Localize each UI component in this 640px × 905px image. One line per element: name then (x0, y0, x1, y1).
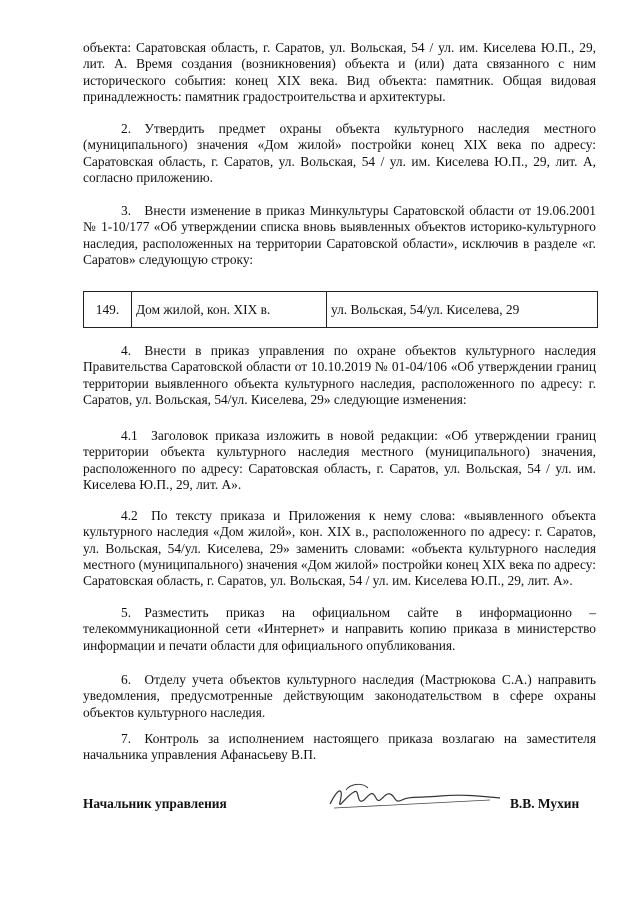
table-cell-number: 149. (84, 292, 132, 327)
table-cell-address: ул. Вольская, 54/ул. Киселева, 29 (331, 302, 520, 317)
paragraph-item-7: 7. Контроль за исполнением настоящего приказа возлагаю на заместителя начальника управления Афанасьеву В.П. (83, 731, 596, 763)
handwritten-signature (310, 778, 510, 818)
paragraph-item-4: 4. Внести в приказ управления по охране объектов культурного наследия Правительства Саратовской области от 10.10.2019 № 01-04/106 «Об утверждении границ территории выявленного объекта культурного наследия, расположенного по адресу: г. Саратов, ул. Вольская, 54/ул. Киселева, 29» следующие изменения: (83, 343, 596, 407)
paragraph-item-2: 2. Утвердить предмет охраны объекта культурного наследия местного (муниципального) значения «Дом жилой» постройки конец XIX века по адресу: Саратовская область, г. Саратов, ул. Вольская, 54 / ул. им. Киселева Ю.П., 29, лит. А, согласно приложению. (83, 121, 596, 185)
paragraph-item-4-1: 4.1 Заголовок приказа изложить в новой редакции: «Об утверждении границ территории объекта культурного наследия местного (муниципального) значения, расположенного по адресу: Саратовская область, г. Саратов, ул. Вольская, 54 / ул. им. Киселева Ю.П., 29, лит. А». (83, 428, 596, 492)
excluded-object-table (83, 291, 598, 328)
paragraph-item-4-2: 4.2 По тексту приказа и Приложения к нему слова: «выявленного объекта культурного наследия «Дом жилой», кон. XIX в., расположенного по адресу: г. Саратов, ул. Вольская, 54/ул. Киселева, 29» заменить словами: «объекта культурного наследия местного (муниципального) значения «Дом жилой» постройки конец XIX века по адресу: Саратовская область, г. Саратов, ул. Вольская, 54 / ул. им. Киселева Ю.П., 29, лит. А». (83, 508, 596, 589)
signatory-title: Начальник управления (83, 796, 227, 811)
paragraph-item-3: 3. Внести изменение в приказ Минкультуры Саратовской области от 19.06.2001 № 1-10/177 «Об утверждении списка вновь выявленных объектов историко-культурного наследия, расположенных на территории Саратовской области», исключив в разделе «г. Саратов» следующую строку: (83, 203, 596, 267)
paragraph-object-description: объекта: Саратовская область, г. Саратов, ул. Вольская, 54 / ул. им. Киселева Ю.П., 29, лит. А. Время создания (возникновения) объекта и (или) дата связанного с ним исторического события: конец XIX века. Вид объекта: памятник. Общая видовая принадлежность: памятник градостроительства и архитектуры. (83, 40, 596, 104)
table-cell-name: Дом жилой, кон. XIX в. (132, 292, 327, 327)
paragraph-item-5: 5. Разместить приказ на официальном сайте в информационно – телекоммуникационной сети «Интернет» и направить копию приказа в министерство информации и печати области для официального опубликования. (83, 605, 596, 653)
signatory-name: В.В. Мухин (510, 796, 580, 811)
paragraph-item-6: 6. Отделу учета объектов культурного наследия (Мастрюкова С.А.) направить уведомления, предусмотренные действующим законодательством в сфере охраны объектов культурного наследия. (83, 672, 596, 720)
